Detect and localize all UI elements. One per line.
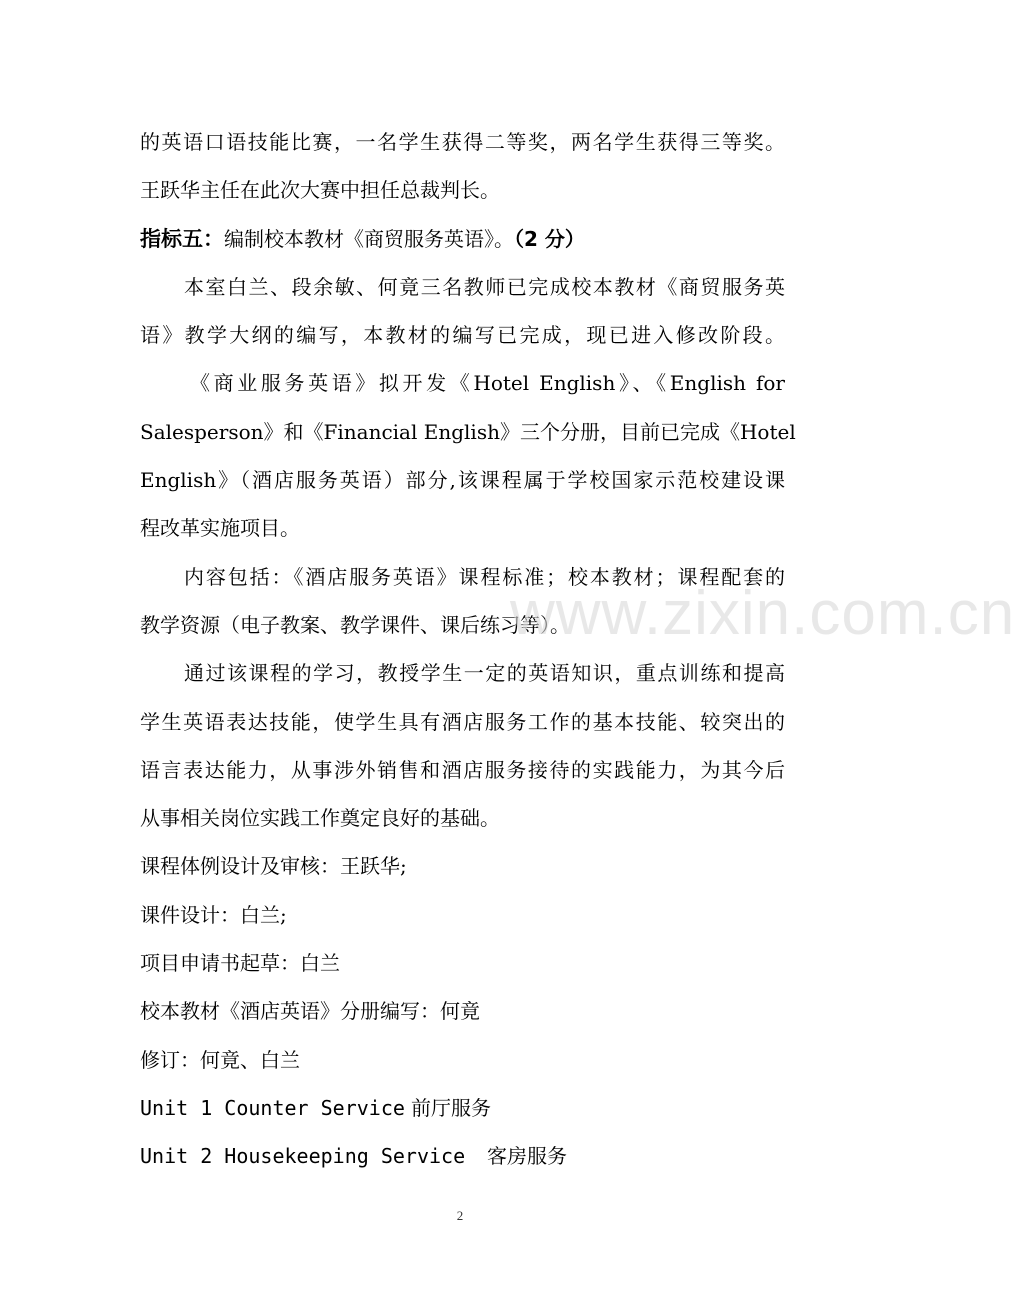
credit-line: 校本教材《酒店英语》分册编写：何竟 <box>140 999 480 1024</box>
paragraph-line: 程改革实施项目。 <box>140 516 300 541</box>
credit-line: 课件设计：白兰; <box>140 902 287 927</box>
indicator-score: （2 分） <box>514 226 585 251</box>
body-line: 王跃华主任在此次大赛中担任总裁判长。 <box>140 178 500 203</box>
body-line: 的英语口语技能比赛，一名学生获得二等奖，两名学生获得三等奖。 <box>140 130 785 154</box>
paragraph-line: 学生英语表达技能，使学生具有酒店服务工作的基本技能、较突出的 <box>140 709 785 734</box>
document-body <box>140 118 796 1181</box>
unit-chinese-title: 客房服务 <box>487 1144 567 1169</box>
paragraph-line: 语》教学大纲的编写，本教材的编写已完成，现已进入修改阶段。 <box>140 323 785 348</box>
unit-english-title: Unit 2 Housekeeping Service <box>140 1144 466 1169</box>
unit-chinese-title: 前厅服务 <box>411 1095 491 1120</box>
indicator-text: 编制校本教材《商贸服务英语》。 <box>224 226 514 251</box>
paragraph-line: 内容包括：《酒店服务英语》课程标准；校本教材；课程配套的 <box>184 564 785 589</box>
page-number: 2 <box>456 1208 464 1223</box>
paragraph-line: 《商业服务英语》拟开发《Hotel English》、《English for <box>190 371 785 396</box>
paragraph-line: English》（酒店服务英语）部分,该课程属于学校国家示范校建设课 <box>140 468 785 493</box>
paragraph-line: 从事相关岗位实践工作奠定良好的基础。 <box>140 806 500 831</box>
unit-line <box>140 1084 785 1132</box>
paragraph-line: 语言表达能力，从事涉外销售和酒店服务接待的实践能力，为其今后 <box>140 757 785 782</box>
paragraph-line: 教学资源（电子教案、教学课件、课后练习等）。 <box>140 612 570 637</box>
paragraph-line: Salesperson》和《Financial English》三个分册，目前已完成《Hotel <box>140 419 796 444</box>
indicator-label: 指标五： <box>140 226 224 251</box>
unit-line <box>140 1132 785 1180</box>
credit-line: 课程体例设计及审核：王跃华; <box>140 854 407 879</box>
credit-line: 项目申请书起草：白兰 <box>140 951 340 976</box>
indicator-heading <box>140 215 785 263</box>
paragraph-line: 通过该课程的学习，教授学生一定的英语知识，重点训练和提高 <box>184 661 785 686</box>
paragraph-line: 本室白兰、段余敏、何竟三名教师已完成校本教材《商贸服务英 <box>184 274 785 299</box>
watermark: www.zixin.com.cn <box>510 579 1015 648</box>
credit-line: 修订：何竟、白兰 <box>140 1047 300 1072</box>
unit-english-title: Unit 1 Counter Service <box>140 1095 405 1120</box>
